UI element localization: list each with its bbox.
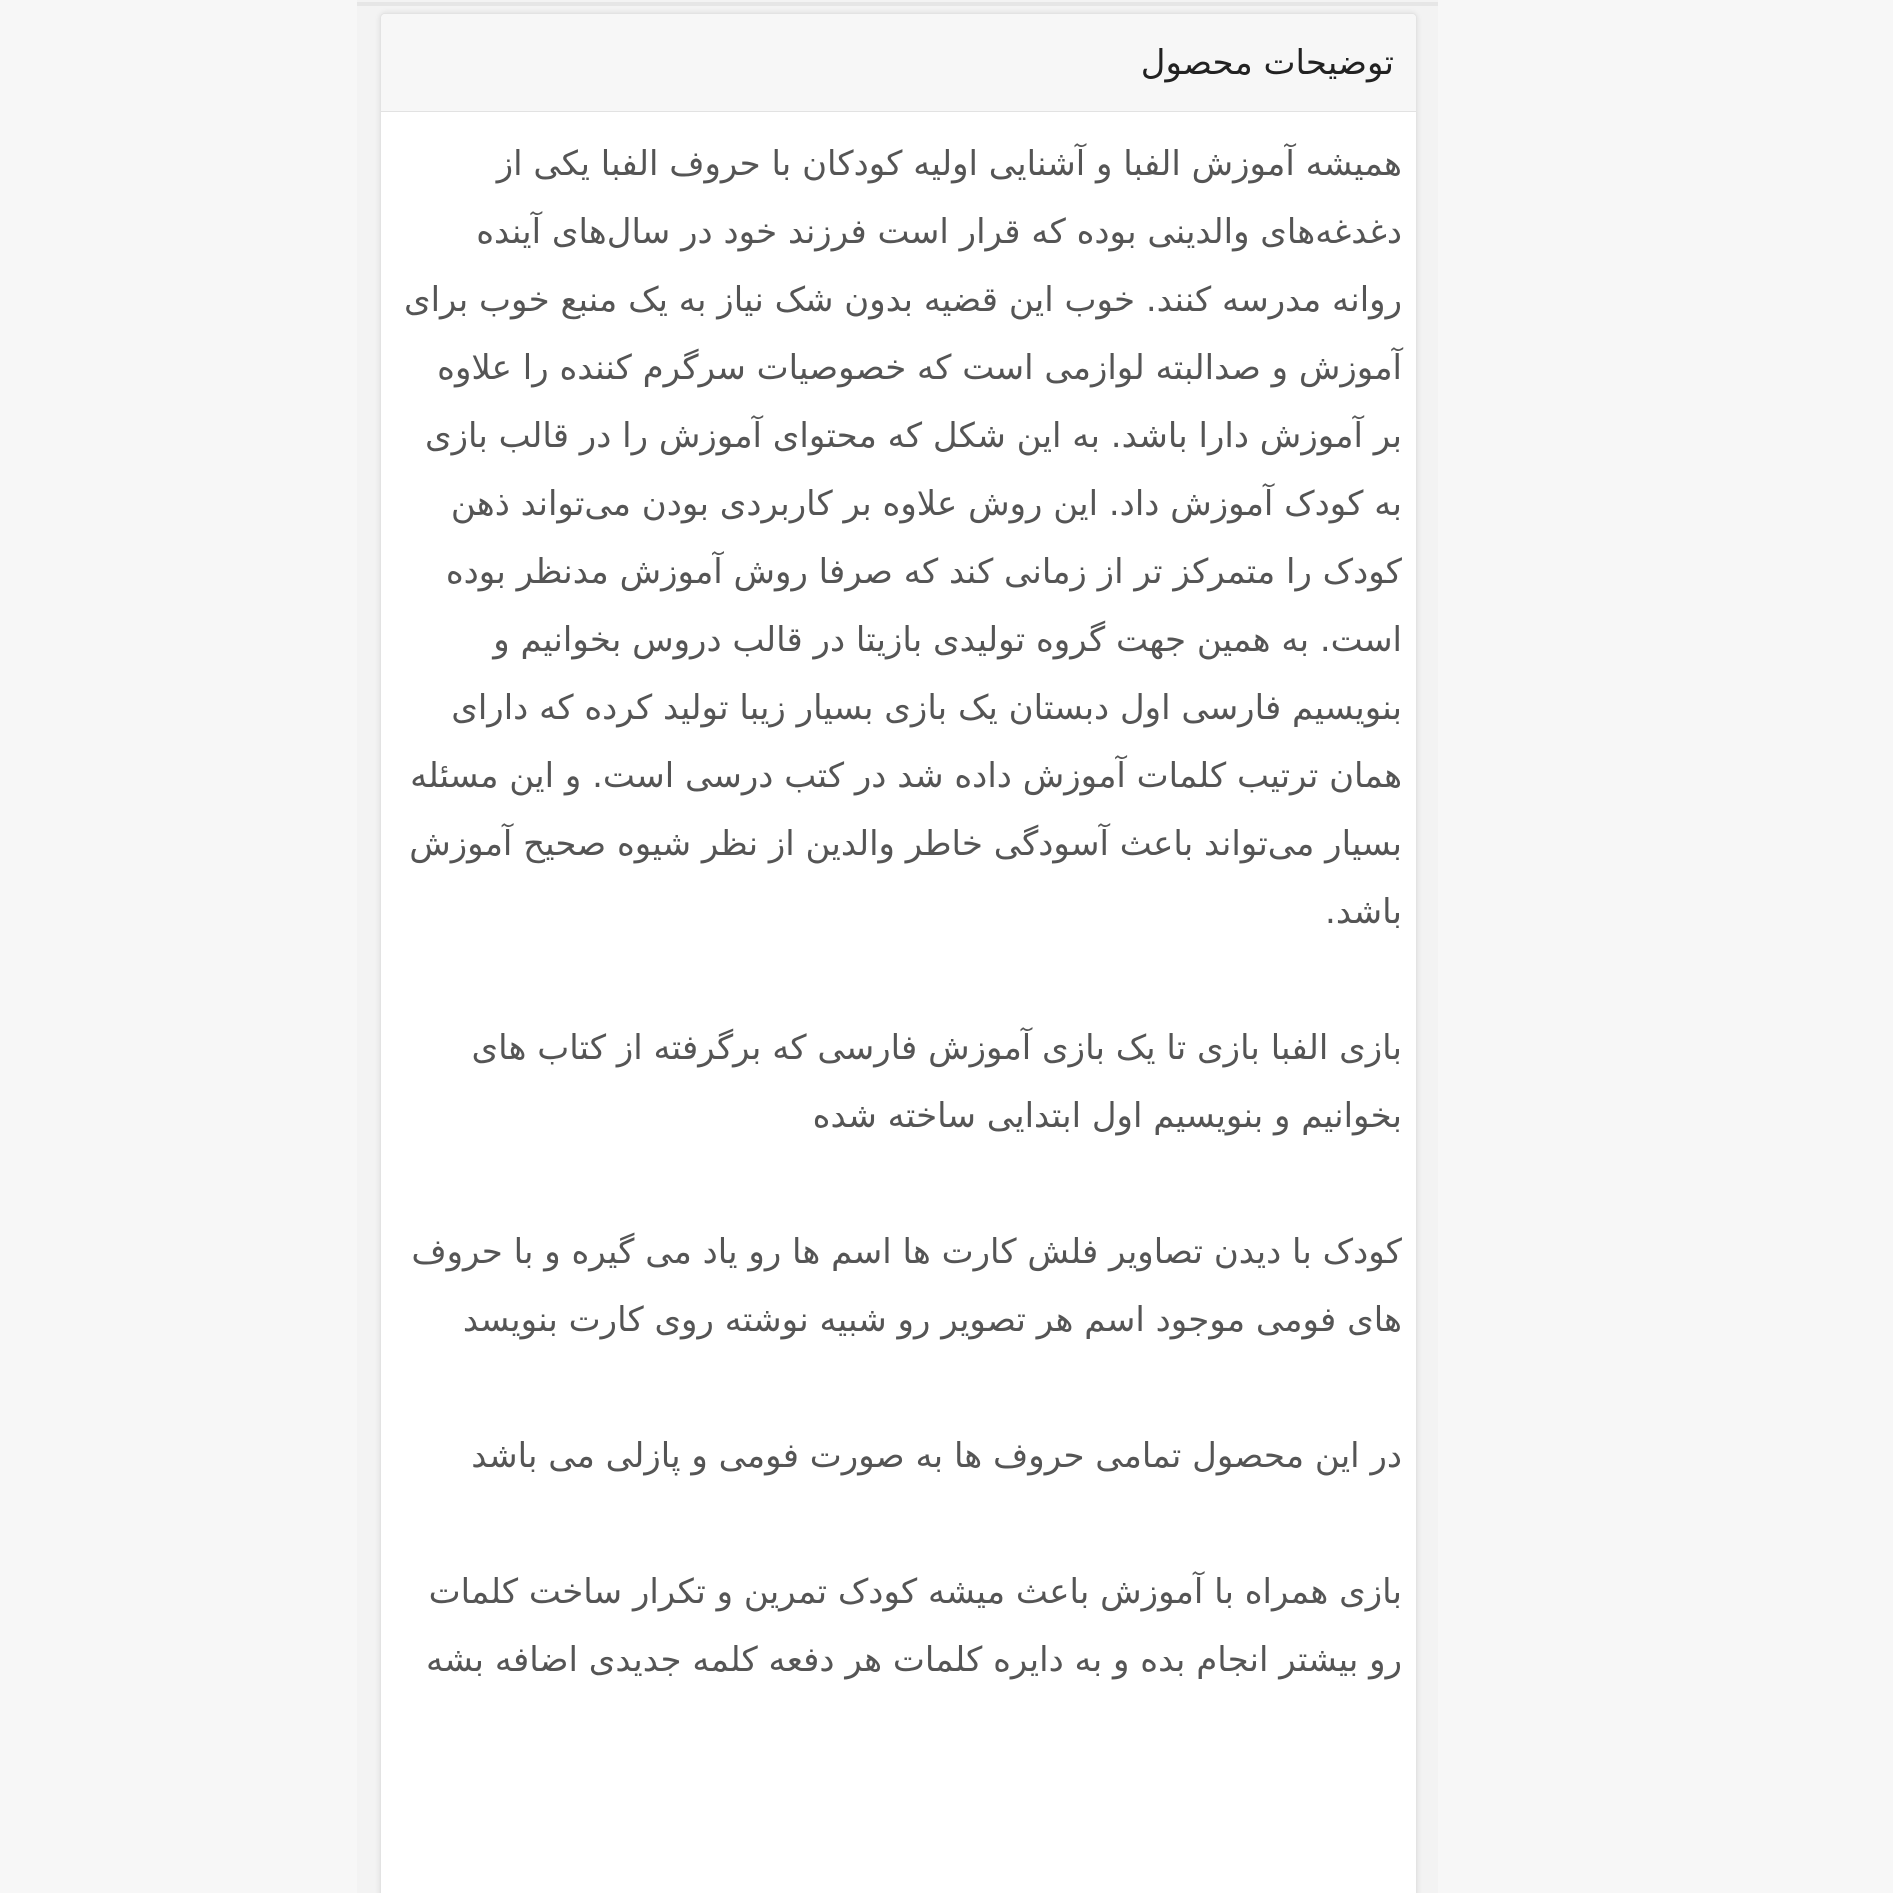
description-paragraph-3: کودک با دیدن تصاویر فلش کارت ها اسم ها رو یاد می گیره و با حروف های فومی موجود اسم هر تصویر رو شبیه نوشته روی کارت بنویسد <box>411 1232 1402 1340</box>
top-divider <box>357 2 1438 6</box>
card-header <box>381 14 1416 112</box>
product-description-card <box>380 13 1417 1893</box>
description-paragraph-1: همیشه آموزش الفبا و آشنایی اولیه کودکان با حروف الفبا یکی از دغدغه‌های والدینی بوده که قرار است فرزند خود در سال‌های آینده روانه مدرسه کنند. خوب این قضیه بدون شک نیاز به یک منبع خوب برای آموزش و صدالبته لوازمی است که خصوصیات سرگرم کننده را علاوه بر آموزش دارا باشد. به این شکل که محتوای آموزش را در قالب بازی به کودک آموزش داد. این روش علاوه بر کاربردی بودن می‌تواند ذهن کودک را متمرکز تر از زمانی کند که صرفا روش آموزش مدنظر بوده است. به همین جهت گروه تولیدی بازیتا در قالب دروس بخوانیم و بنویسیم فارسی اول دبستان یک بازی بسیار زیبا تولید کرده که دارای همان ترتیب کلمات آموزش داده شد در کتب درسی است. و این مسئله بسیار می‌تواند باعث آسودگی خاطر والدین از نظر شیوه صحیح آموزش باشد. <box>403 144 1402 932</box>
description-paragraph-4: در این محصول تمامی حروف ها به صورت فومی و پازلی می باشد <box>471 1436 1402 1476</box>
card-body <box>381 112 1416 1694</box>
description-paragraph-2: بازی الفبا بازی تا یک بازی آموزش فارسی که برگرفته از کتاب های بخوانیم و بنویسیم اول ابتدایی ساخته شده <box>471 1028 1402 1136</box>
card-title: توضیحات محصول <box>1140 42 1394 83</box>
description-paragraph-5: بازی همراه با آموزش باعث میشه کودک تمرین و تکرار ساخت کلمات رو بیشتر انجام بده و به دایره کلمات هر دفعه کلمه جدیدی اضافه بشه <box>425 1572 1402 1680</box>
